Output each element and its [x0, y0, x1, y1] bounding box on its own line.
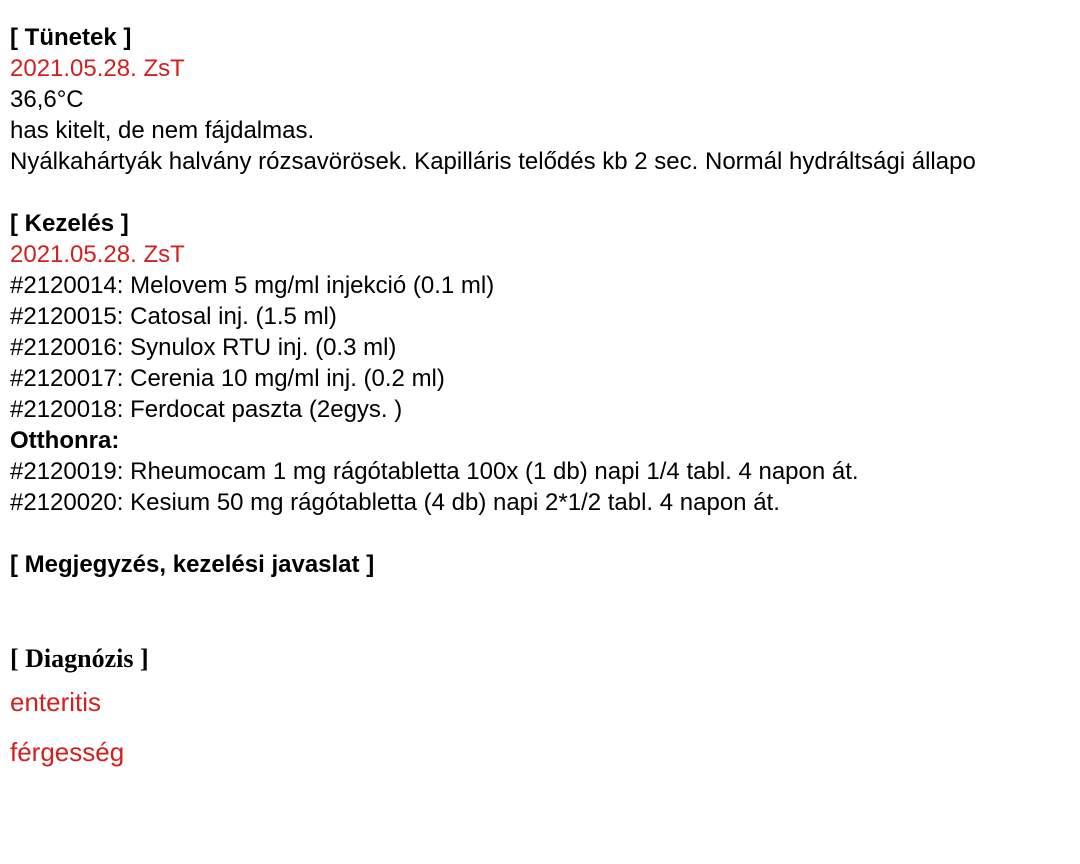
symptom-line: Nyálkahártyák halvány rózsavörösek. Kapilláris telődés kb 2 sec. Normál hydráltsági állapo [10, 148, 976, 175]
symptom-line: 36,6°C [10, 86, 84, 113]
home-treatment-item: #2120020: Kesium 50 mg rágótabletta (4 db) napi 2*1/2 tabl. 4 napon át. [10, 489, 780, 516]
diagnosis-item: enteritis [10, 687, 102, 717]
diagnosis-section [10, 641, 1080, 777]
treatment-date-author: 2021.05.28. ZsT [10, 241, 185, 268]
diagnosis-item: férgesség [10, 737, 125, 767]
treatment-item: #2120014: Melovem 5 mg/ml injekció (0.1 ml) [10, 272, 495, 299]
spacer [10, 177, 1080, 208]
treatment-section [10, 208, 1080, 518]
symptoms-section [10, 22, 1080, 177]
treatment-heading: [ Kezelés ] [10, 210, 129, 237]
treatment-item: #2120015: Catosal inj. (1.5 ml) [10, 303, 337, 330]
treatment-item: #2120016: Synulox RTU inj. (0.3 ml) [10, 334, 397, 361]
symptom-line: has kitelt, de nem fájdalmas. [10, 117, 315, 144]
home-treatment-item: #2120019: Rheumocam 1 mg rágótabletta 100x (1 db) napi 1/4 tabl. 4 napon át. [10, 458, 859, 485]
symptoms-heading: [ Tünetek ] [10, 24, 132, 51]
spacer [10, 518, 1080, 549]
notes-section [10, 549, 1080, 580]
notes-heading: [ Megjegyzés, kezelési javaslat ] [10, 551, 375, 578]
home-treatment-label: Otthonra: [10, 427, 120, 454]
treatment-item: #2120017: Cerenia 10 mg/ml inj. (0.2 ml) [10, 365, 445, 392]
diagnosis-heading: [ Diagnózis ] [10, 644, 149, 673]
treatment-item: #2120018: Ferdocat paszta (2egys. ) [10, 396, 403, 423]
symptoms-date-author: 2021.05.28. ZsT [10, 55, 185, 82]
medical-record-document [10, 22, 1080, 864]
